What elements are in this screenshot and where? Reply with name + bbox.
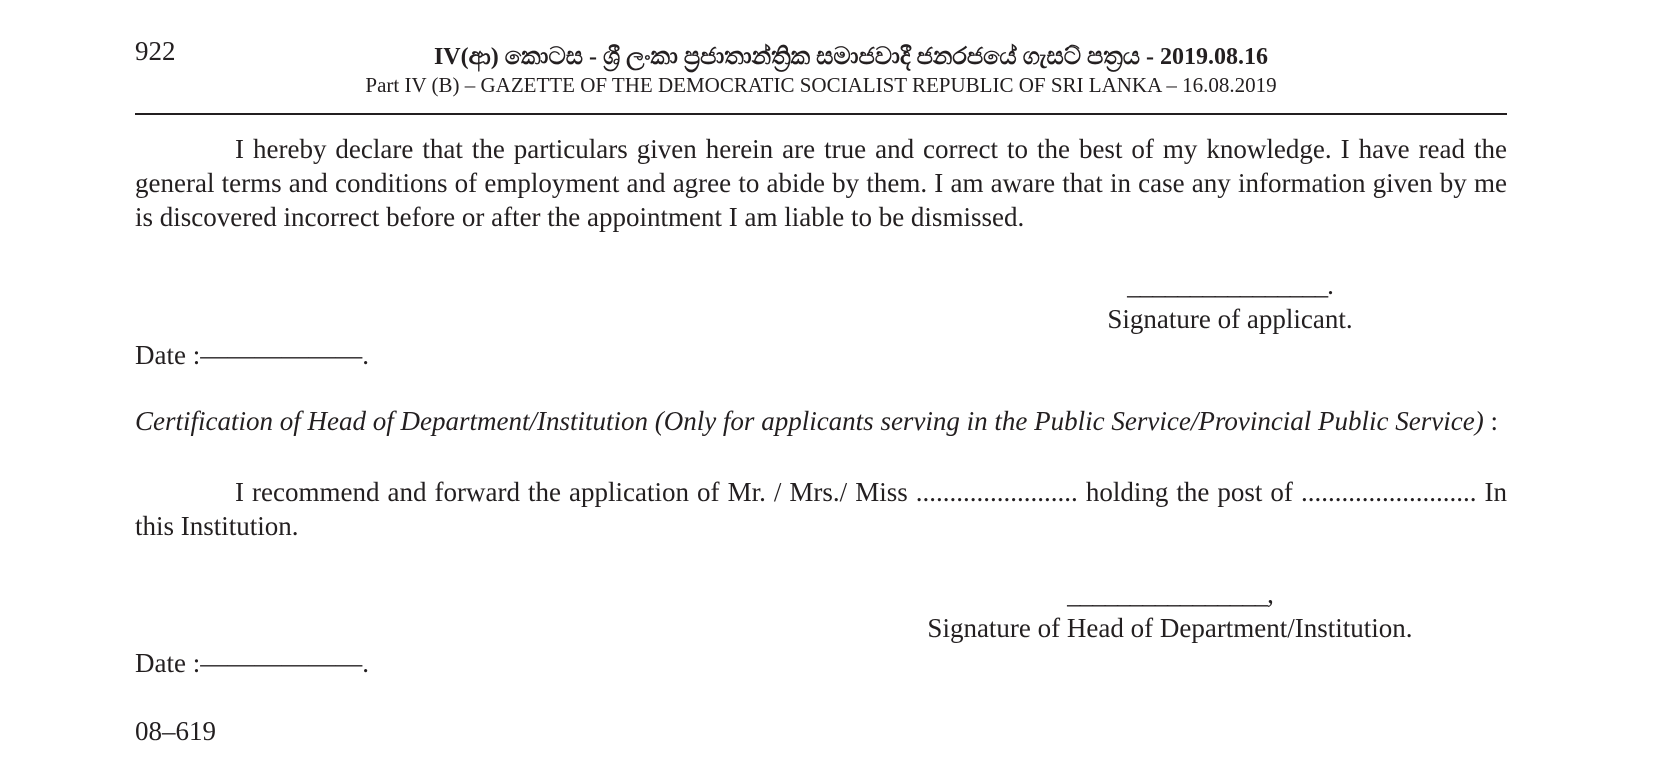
recommendation-text: I recommend and forward the application of Mr. / Mrs./ Miss ........................ holding the post of .......................... In this Institution. bbox=[135, 477, 1507, 541]
head-signature-label: Signature of Head of Department/Institution. bbox=[927, 613, 1413, 643]
certification-heading bbox=[135, 406, 1498, 437]
page-number: 922 bbox=[135, 36, 176, 66]
recommendation-paragraph bbox=[135, 475, 1507, 543]
applicant-date-field: Date :——————. bbox=[135, 340, 369, 370]
declaration-text: I hereby declare that the particulars given herein are true and correct to the best of my knowledge. I have read the general terms and conditions of employment and agree to abide by them. I am aware that in case any information given by me is discovered incorrect before or after the appointment I am liable to be dismissed. bbox=[135, 134, 1507, 232]
header-sinhala-title: IV(ආ) කොටස - ශ්‍රී ලංකා ප්‍රජාතාන්ත්‍රික සමාජවාදී ජනරජයේ ගැසට් පත්‍රය - 2019.08.16 bbox=[433, 44, 1269, 70]
head-signature-block bbox=[920, 577, 1420, 645]
header-english-title: Part IV (B) – GAZETTE OF THE DEMOCRATIC SOCIALIST REPUBLIC OF SRI LANKA – 16.08.2019 bbox=[365, 73, 1277, 97]
applicant-signature-block bbox=[1080, 268, 1380, 336]
declaration-paragraph bbox=[135, 132, 1507, 234]
head-signature-line: ________________, bbox=[1067, 579, 1273, 609]
gazette-header bbox=[135, 42, 1507, 98]
certification-heading-suffix: : bbox=[1483, 406, 1498, 436]
certification-heading-text: Certification of Head of Department/Institution (Only for applicants serving in the Public Service/Provincial Public Service) bbox=[135, 406, 1484, 436]
header-divider bbox=[135, 113, 1507, 115]
applicant-signature-label: Signature of applicant. bbox=[1107, 304, 1353, 334]
gazette-reference-code: 08–619 bbox=[135, 716, 216, 746]
applicant-signature-line: ________________. bbox=[1127, 270, 1333, 300]
head-date-field: Date :——————. bbox=[135, 648, 369, 678]
